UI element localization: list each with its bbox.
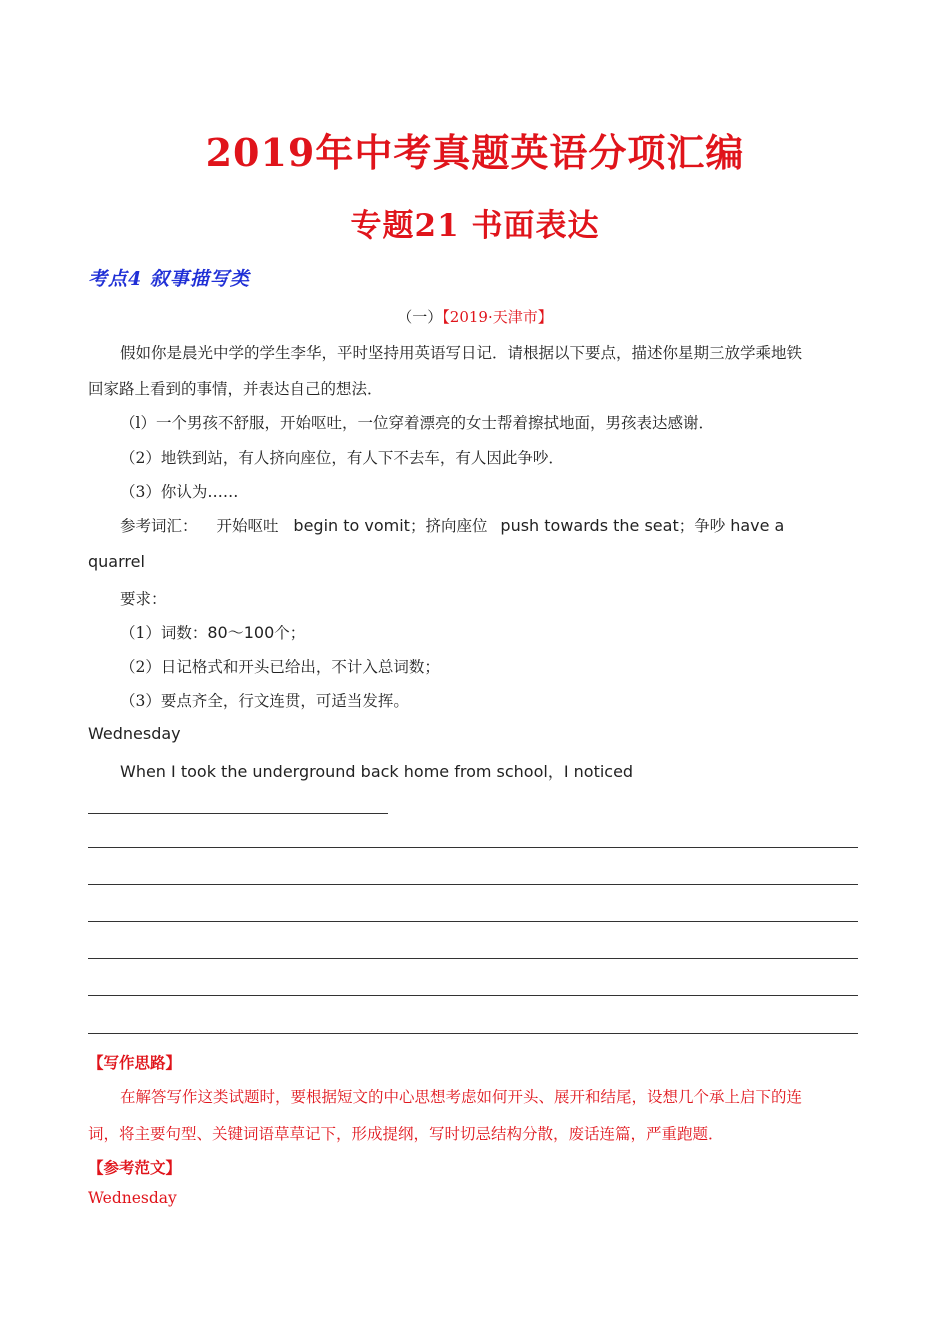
vocab-sep-1: ； — [409, 517, 426, 535]
prompt-line-2: 回家路上看到的事情，并表达自己的想法． — [88, 380, 383, 398]
source-label: 【2019·天津市】 — [442, 308, 553, 326]
requirement-1-suffix: 个； — [274, 624, 306, 642]
vocab-2-cn: 挤向座位 — [425, 517, 488, 535]
requirement-1 — [120, 620, 305, 643]
analysis-line-1: 在解答写作这类试题时，要根据短文的中心思想考虑如何开头、展开和结尾，设想几个承上启下的连 — [120, 1088, 803, 1106]
prompt-point-2: （2）地铁到站，有人挤向座位，有人下不去车，有人因此争吵． — [120, 449, 564, 467]
requirements-label: 要求： — [120, 590, 167, 608]
answer-line — [88, 958, 858, 959]
question-number: （一） — [397, 308, 443, 326]
vocab-sep-2: ； — [678, 517, 695, 535]
diary-day: Wednesday — [88, 724, 181, 743]
answer-line — [88, 1033, 858, 1034]
vocab-1-cn: 开始呕吐 — [216, 517, 279, 535]
vocab-3-en: have a — [730, 516, 785, 535]
analysis-heading: 【写作思路】 — [88, 1053, 182, 1072]
main-title: 2019年中考真题英语分项汇编 — [205, 130, 745, 175]
sub-title: 专题21 书面表达 — [350, 208, 600, 244]
sample-heading: 【参考范文】 — [88, 1158, 182, 1177]
prompt-line-1: 假如你是晨光中学的学生李华，平时坚持用英语写日记．请根据以下要点，描述你星期三放学乘地铁 — [120, 344, 803, 362]
analysis-line-2: 词，将主要句型、关键词语草草记下，形成提纲，写时切忌结构分散，废话连篇，严重跑题． — [88, 1125, 724, 1143]
answer-line — [88, 847, 858, 848]
answer-line — [88, 921, 858, 922]
question-source — [0, 306, 950, 327]
vocab-3-en-cont: quarrel — [88, 552, 145, 571]
vocab-2-en: push towards the seat — [500, 516, 679, 535]
prompt-point-3: （3）你认为…… — [120, 483, 239, 501]
vocabulary-line — [120, 514, 784, 536]
answer-line-short — [88, 813, 388, 814]
requirement-3: （3）要点齐全，行文连贯，可适当发挥。 — [120, 692, 409, 710]
diary-opening: When I took the underground back home from school，I noticed — [120, 762, 634, 781]
vocab-label: 参考词汇： — [120, 517, 198, 535]
answer-line — [88, 995, 858, 996]
section-heading: 考点4 叙事描写类 — [88, 268, 250, 290]
requirement-1-prefix: （1）词数： — [120, 624, 208, 642]
answer-line — [88, 884, 858, 885]
sample-day: Wednesday — [88, 1189, 177, 1207]
requirement-1-value: 80～100 — [207, 623, 275, 642]
requirement-2: （2）日记格式和开头已给出，不计入总词数； — [120, 658, 440, 676]
vocab-1-en: begin to vomit — [293, 516, 410, 535]
vocab-3-cn: 争吵 — [694, 517, 726, 535]
prompt-point-1: （l）一个男孩不舒服，开始呕吐，一位穿着漂亮的女士帮着擦拭地面，男孩表达感谢． — [120, 414, 714, 432]
